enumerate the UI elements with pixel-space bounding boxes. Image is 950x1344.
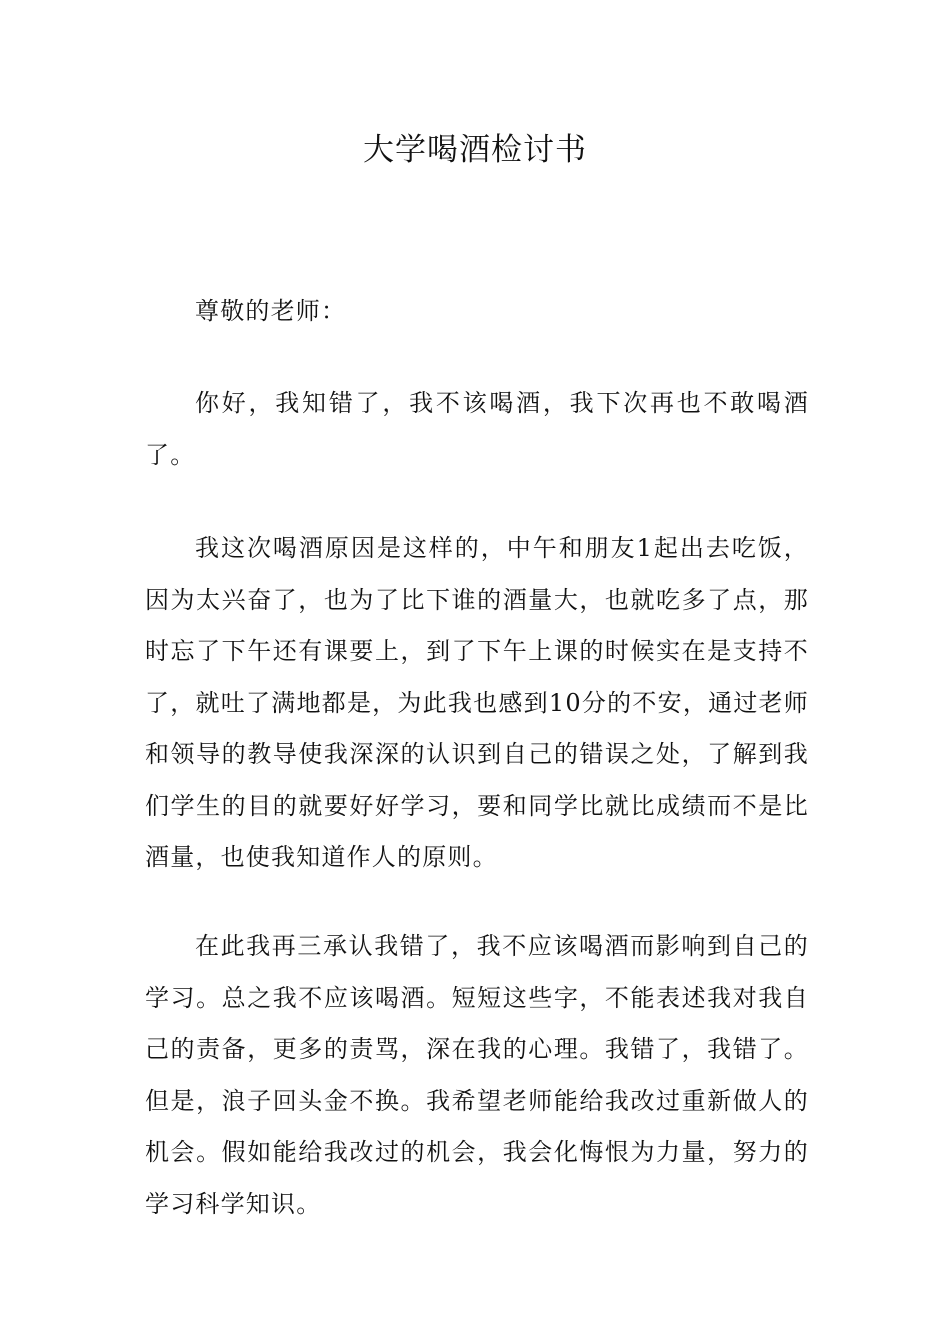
paragraph-1: 你好，我知错了，我不该喝酒，我下次再也不敢喝酒了。 (145, 389, 809, 469)
document-title: 大学喝酒检讨书 (363, 132, 587, 168)
salutation: 尊敬的老师： (195, 297, 347, 325)
paragraph-3: 在此我再三承认我错了，我不应该喝酒而影响到自己的学习。总之我不应该喝酒。短短这些字，不能表述我对我自己的责备，更多的责骂，深在我的心理。我错了，我错了。但是，浪子回头金不换。我希望老师能给我改过重新做人的机会。假如能给我改过的机会，我会化悔恨为力量，努力的学习科学知识。 (145, 932, 809, 1218)
paragraph-2: 我这次喝酒原因是这样的，中午和朋友1起出去吃饭，因为太兴奋了，也为了比下谁的酒量大，也就吃多了点，那时忘了下午还有课要上，到了下午上课的时候实在是支持不了，就吐了满地都是，为此我也感到10分的不安，通过老师和领导的教导使我深深的认识到自己的错误之处，了解到我们学生的目的就要好好学习，要和同学比就比成绩而不是比酒量，也使我知道作人的原则。 (145, 534, 809, 871)
